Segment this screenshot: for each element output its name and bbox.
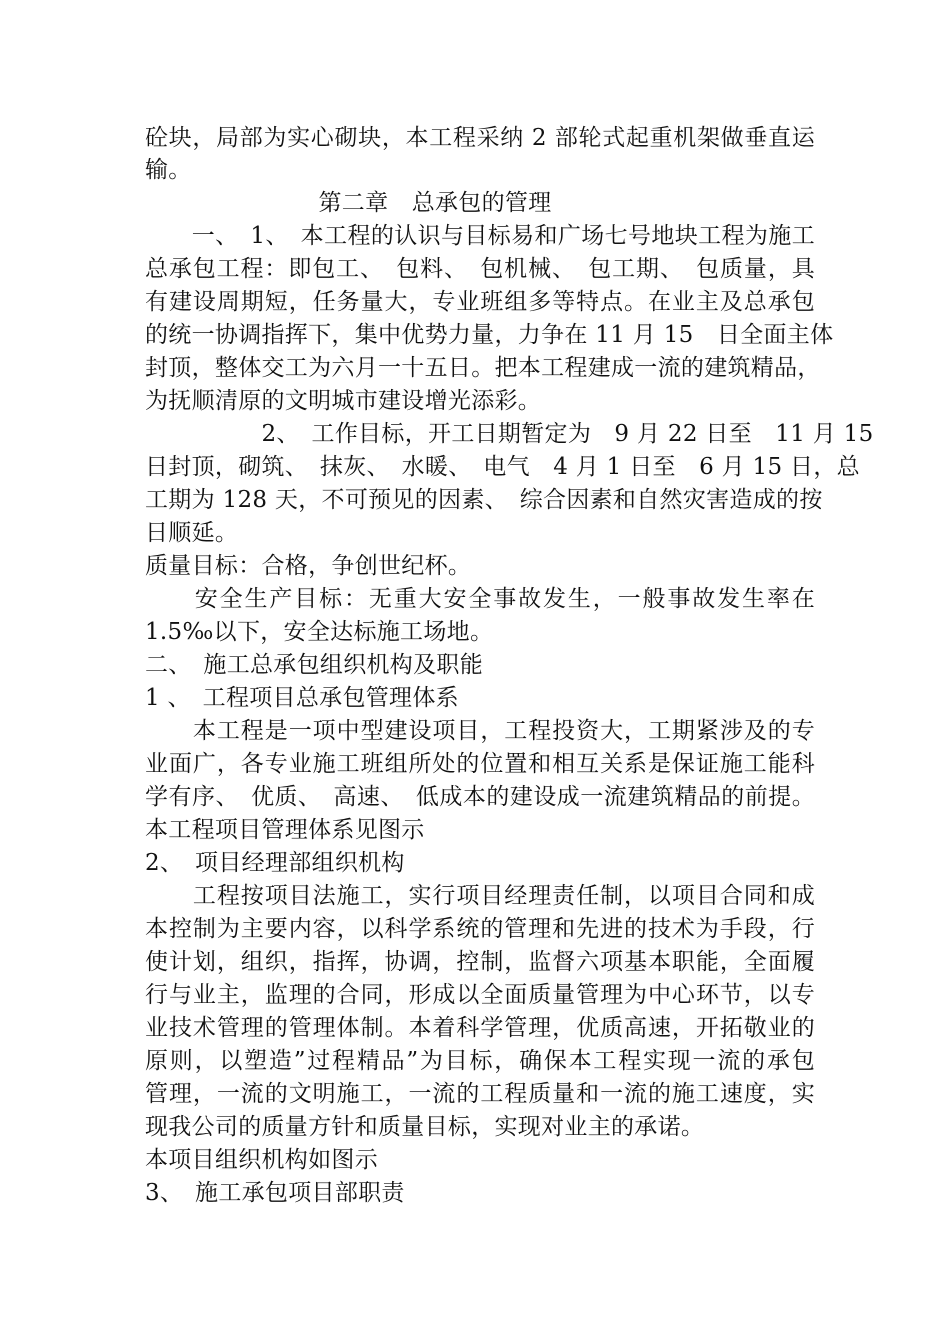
text-line: 砼块，局部为实心砌块，本工程采纳 2 部轮式起重机架做垂直运 (145, 125, 815, 151)
chapter-title: 第二章 总承包的管理 (318, 190, 552, 216)
text-line: 1.5‰以下，安全达标施工场地。 (145, 619, 494, 645)
text-line: 输。 (145, 157, 192, 183)
text-line: 为抚顺清原的文明城市建设增光添彩。 (145, 388, 542, 414)
text-line: 学有序、 优质、 高速、 低成本的建设成一流建筑精品的前提。 (145, 784, 815, 810)
text-line: 行与业主，监理的合同，形成以全面质量管理为中心环节，以专 (145, 982, 815, 1008)
subsection-heading: 3、 施工承包项目部职责 (145, 1180, 405, 1206)
text-line: 日顺延。 (145, 520, 239, 546)
text-line: 管理，一流的文明施工，一流的工程质量和一流的施工速度，实 (145, 1081, 815, 1107)
text-line: 质量目标：合格，争创世纪杯。 (145, 553, 472, 579)
text-line: 有建设周期短，任务量大，专业班组多等特点。在业主及总承包 (145, 289, 815, 315)
text-line: 一、 1、 本工程的认识与目标易和广场七号地块工程为施工 (145, 223, 815, 249)
text-line: 使计划，组织，指挥，协调，控制，监督六项基本职能，全面履 (145, 949, 815, 975)
text-line: 业面广，各专业施工班组所处的位置和相互关系是保证施工能科 (145, 751, 815, 777)
subsection-heading: 1 、 工程项目总承包管理体系 (145, 685, 459, 711)
text-line: 本项目组织机构如图示 (145, 1147, 378, 1173)
text-line: 本工程是一项中型建设项目，工程投资大，工期紧涉及的专 (145, 718, 815, 744)
section-heading: 二、 施工总承包组织机构及职能 (145, 652, 483, 678)
text-line: 封顶，整体交工为六月一十五日。把本工程建成一流的建筑精品， (145, 355, 821, 381)
text-line: 安全生产目标：无重大安全事故发生，一般事故发生率在 (145, 586, 815, 612)
text-line: 本控制为主要内容，以科学系统的管理和先进的技术为手段，行 (145, 916, 815, 942)
subsection-heading: 2、 项目经理部组织机构 (145, 850, 405, 876)
text-line: 业技术管理的管理体制。本着科学管理，优质高速，开拓敬业的 (145, 1015, 815, 1041)
text-line: 工程按项目法施工，实行项目经理责任制，以项目合同和成 (145, 883, 815, 909)
text-line: 总承包工程：即包工、 包料、 包机械、 包工期、 包质量，具 (145, 256, 815, 282)
text-line: 工期为 128 天，不可预见的因素、 综合因素和自然灾害造成的按 (145, 487, 823, 513)
text-line: 现我公司的质量方针和质量目标，实现对业主的承诺。 (145, 1114, 705, 1140)
text-line: 原则，以塑造”过程精品”为目标，确保本工程实现一流的承包 (145, 1048, 815, 1074)
text-line: 2、 工作目标，开工日期暂定为 9 月 22 日至 11 月 15 (145, 421, 874, 447)
text-line: 本工程项目管理体系见图示 (145, 817, 425, 843)
text-line: 日封顶，砌筑、 抹灰、 水暖、 电气 4 月 1 日至 6 月 15 日，总 (145, 454, 860, 480)
text-line: 的统一协调指挥下，集中优势力量，力争在 11 月 15 日全面主体 (145, 322, 834, 348)
